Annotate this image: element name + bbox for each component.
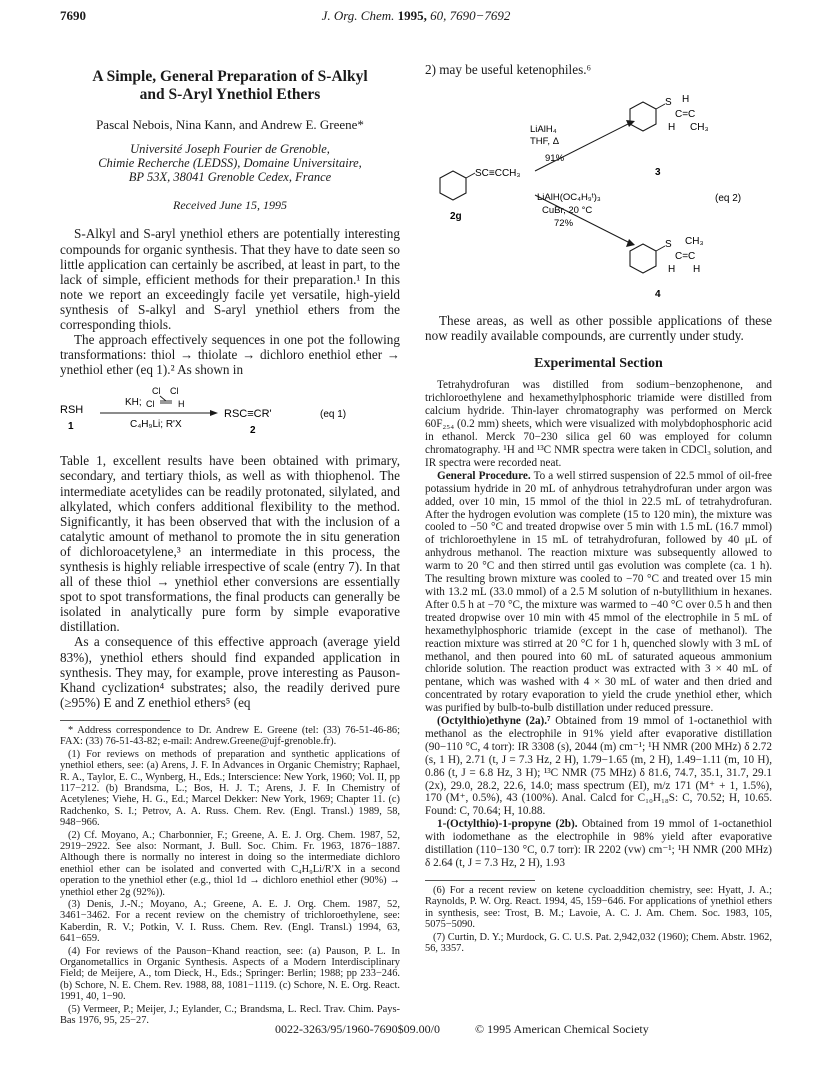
compound-2b-text: Obtained from 19 mmol of 1-octanethiol with iodomethane as the electrophile in 98% yield after evaporative distillation (110−130 °C, 0.7 torr): IR 2202 (vw) cm⁻¹; ¹H NMR (200 MHz) δ 2.64 (t, J = 7.3 Hz, 2 H), 1.93 (425, 818, 772, 870)
general-procedure (425, 470, 772, 715)
affiliation-line-2: Chimie Recherche (LEDSS), Domaine Universitaire, (98, 156, 362, 171)
footnote-6: (6) For a recent review on ketene cycloaddition chemistry, see: Hyatt, J. A.; Raynolds, P. W. Org. React. 1994, 45, 159−646. For applications of ynethiol ethers in synthesis, see: Trost, B. M.; Lavoie, A. C. J. Am. Chem. Soc. 1983, 105, 5075−5090. (425, 884, 772, 931)
article-code: 0022-3263/95/1960-7690$09.00/0 (275, 1022, 440, 1036)
closing-paragraph: These areas, as well as other possible applications of these now readily available compounds, are currently under study. (425, 313, 772, 344)
right-column (425, 62, 772, 955)
footnote-2: (2) Cf. Moyano, A.; Charbonnier, F.; Greene, A. E. J. Org. Chem. 1987, 52, 2919−2922. See also: Normant, J. Bull. Soc. Chim. Fr. 1963, 1876−1887. Although there is normally no interest in doing so the intermediate dichloro enethiol ether can be isolated and converted with C₄H₉Li/R'X in a second operation to the ynethiol ether (e.g., thiol 1d → dichloro enethiol ether (90%) → ynethiol ether 2g (92%)). (60, 829, 400, 898)
article-title (60, 68, 400, 104)
start-cyclohexane-ring (440, 171, 466, 200)
lower-alkene: C=C (675, 251, 696, 263)
lower-product-ring (630, 244, 656, 273)
lower-compound-number: 4 (655, 289, 661, 301)
footnotes-left (60, 725, 400, 1027)
experimental-heading: Experimental Section (534, 356, 663, 372)
lower-methyl: CH₃ (685, 236, 704, 248)
lower-hydrogen-right: H (693, 264, 701, 276)
affiliation (60, 142, 400, 184)
eq1-reactant-number: 1 (68, 421, 74, 433)
upper-product-ring (630, 102, 656, 131)
eq1-reagent-kh: KH; (125, 397, 142, 409)
upper-hydrogen-top: H (682, 94, 690, 106)
eq1-arrow-head (210, 410, 218, 416)
received-date: Received June 15, 1995 (173, 198, 287, 213)
lower-arrow-head (626, 239, 635, 247)
eq1-reagent-h: H (178, 399, 185, 410)
lower-sulfur-atom: S (665, 239, 672, 251)
lower-hydrogen-left: H (668, 264, 676, 276)
eq1-label: (eq 1) (320, 409, 347, 421)
compound-2a (425, 715, 772, 818)
footnote-3: (3) Denis, J.-N.; Moyano, A.; Greene, A. E. J. Org. Chem. 1987, 52, 3461−3462. For a recent review on the chemistry of trichloroethylene, see: Kaberdin, R. V.; Potkin, V. I. Russ. Chem. Rev. (Engl. Transl.) 1994, 63, 641−659. (60, 899, 400, 945)
general-procedure-heading: General Procedure. (437, 469, 531, 482)
title-line-1: A Simple, General Preparation of S-Alkyl (92, 68, 368, 85)
footnote-5: (5) Vermeer, P.; Meijer, J.; Eylander, C.; Brandsma, L. Recl. Trav. Chim. Pays-Bas 1976, 95, 25−27. (60, 1003, 400, 1027)
page-number: 7690 (60, 8, 86, 23)
equation-2 (425, 83, 772, 303)
compound-2b (425, 818, 772, 870)
intro-paragraph-1: S-Alkyl and S-aryl ynethiol ethers are potentially interesting compounds for organic synthesis. That they have to date seen so little application can certainly be ascribed, at least in part, to the lack of simple, efficient methods for their preparation.¹ In this note we report an exceedingly facile yet versatile, high-yield synthesis of S-alkyl and S-aryl ynethiol ethers from the corresponding thiols. (60, 226, 400, 332)
upper-ring-bond (656, 104, 665, 109)
upper-hydrogen-bottom: H (668, 122, 676, 134)
journal-pages: 7690−7692 (449, 8, 511, 23)
journal-year: 1995, (397, 8, 427, 23)
title-line-2: and S-Aryl Ynethiol Ethers (139, 86, 321, 103)
equation-1-drawing (60, 385, 400, 445)
affiliation-line-1: Université Joseph Fourier de Grenoble, (130, 142, 330, 157)
eq1-reagent-cl-2: Cl (170, 386, 179, 397)
ketenophile-sentence: 2) may be useful ketenophiles.⁶ (425, 62, 592, 77)
experimental-general: Tetrahydrofuran was distilled from sodium−benzophenone, and trichloroethylene and hexamethylphosphoric triamide were distilled from calcium hydride. Thin-layer chromatography was performed on Merck 60F₂₅₄ (0.2 mm) sheets, which were visualized with molybdophosphoric acid in ethanol. Merck 70−230 silica gel 60 was employed for column chromatography. ¹H and ¹³C NMR spectra were taken in CDCl₃ solution, and IR spectra were recorded neat. (425, 379, 772, 469)
lower-reagent-2: CuBr, 20 °C (542, 205, 593, 217)
compound-2b-heading: 1-(Octylthio)-1-propyne (2b). (437, 818, 578, 831)
eq1-reagent-cl-1: Cl (152, 386, 161, 397)
copyright: © 1995 American Chemical Society (475, 1022, 649, 1036)
footnote-7: (7) Curtin, D. Y.; Murdock, G. C. U.S. Pat. 2,942,032 (1960); Chem. Abstr. 1962, 56, 3357. (425, 931, 772, 954)
left-column (60, 62, 400, 1028)
running-head (60, 8, 772, 28)
footnote-correspondence: * Address correspondence to Dr. Andrew E. Greene (tel: (33) 76-51-46-86; FAX: (33) 76-51-43-82; e-mail: Andrew.Greene@ujf-grenoble.fr). (60, 724, 400, 748)
eq1-product-number: 2 (250, 425, 256, 437)
upper-sulfur-atom: S (665, 97, 672, 109)
footnote-rule-right (425, 880, 535, 881)
lower-ring-bond (656, 246, 665, 251)
start-substituent: SC≡CCH₃ (475, 168, 521, 180)
intro-paragraph-2: The approach effectively sequences in one pot the following transformations: thiol → thiolate → dichloro enethiol ether → ynethiol ether (eq 1).² As shown in (60, 332, 400, 378)
equation-2-drawing (425, 83, 772, 303)
start-ring-bond (466, 173, 475, 178)
upper-methyl: CH₃ (690, 122, 709, 134)
author-list: Pascal Nebois, Nina Kann, and Andrew E. Greene* (96, 117, 364, 132)
equation-1 (60, 385, 400, 445)
eq1-product: RSC≡CR' (224, 408, 272, 421)
lower-yield: 72% (554, 218, 574, 230)
footnotes-right (425, 885, 772, 954)
upper-yield: 91% (545, 153, 565, 165)
compound-2a-heading: (Octylthio)ethyne (2a).⁷ (437, 715, 551, 728)
lower-reagent-1: LiAlH(OC₄H₉ᵗ)₃ (537, 192, 601, 204)
results-paragraph: Table 1, excellent results have been obtained with primary, secondary, and tertiary thiols, as well as with thiophenol. The intermediate acetylides can be readily protonated, silylated, and alkylated, which confers additional flexibility to the method. Significantly, it has been observed that with the inclusion of a catalytic amount of methanol to promote the in situ generation of dichloroacetylene,³ an intermediate in this process, the synthesis is highly reliable irrespective of scale (entry 7). In that all of these thiol → ynethiol ether conversions are essentially spot to spot transformations, the final products can generally be isolated in analytically pure form by simple evaporative distillation. (60, 453, 400, 635)
eq1-reagent-cl-3: Cl (146, 399, 155, 410)
journal-citation (60, 8, 772, 24)
journal-volume: 60, (430, 8, 447, 23)
eq1-bond-1 (160, 396, 166, 401)
eq1-reactant: RSH (60, 404, 84, 417)
affiliation-line-3: BP 53X, 38041 Grenoble Cedex, France (128, 170, 332, 185)
footnote-rule (60, 720, 170, 721)
journal-name: J. Org. Chem. (321, 8, 395, 23)
eq1-reagent-butyllithium: C₄H₉Li; R'X (130, 419, 182, 431)
footnote-4: (4) For reviews of the Pauson−Khand reaction, see: (a) Pauson, P. L. In Organometallics in Organic Synthesis. Aspects of a Modern Interdisciplinary Field; de Meijere, A., tom Dieck, H., Eds.; Springer: Berlin; 1988; pp 233−246. (b) Schore, N. E. Chem. Rev. 1988, 88, 1081−1119. (c) Schore, N. E. Org. React. 1991, 40, 1−90. (60, 945, 400, 1003)
equation-2-label: (eq 2) (715, 193, 742, 205)
upper-reagent-1: LiAlH₄ (530, 124, 557, 136)
upper-compound-number: 3 (655, 167, 661, 179)
upper-reagent-2: THF, Δ (530, 136, 560, 148)
applications-paragraph: As a consequence of this effective approach (average yield 83%), ynethiol ethers should find expanded application in synthesis. They may, for example, prove interesting as Pauson-Khand cyclization⁴ substrates; also, the readily derived pure (≥95%) E and Z enethiol ethers⁵ (eq (60, 634, 400, 710)
start-compound-number: 2g (450, 211, 462, 223)
upper-alkene: C=C (675, 109, 696, 121)
compound-2a-text: Obtained from 19 mmol of 1-octanethiol with methanol as the electrophile in 91% yield after evaporative distillation (90−110 °C, 4 torr): IR 3308 (s), 2044 (m) cm⁻¹; ¹H NMR (200 MHz) δ 2.72 (s, 1 H), 2.71 (t, J = 7.3 Hz, 2 H), 1.79−1.65 (m, 2 H), 1.49−1.11 (m, 10 H), 0.86 (t, J = 6.8 Hz, 3 H); ¹³C NMR (75 MHz) δ 81.6, 74.7, 35.1, 31.7, 29.1 (2x), 29.0, 28.2, 22.6, 14.0; mass spectrum (EI), m/z 171 (M⁺ + 1, 1.5%), 170 (M⁺, 0.5%), 43 (100%). Anal. Calcd for C₁₀H₁₈S: C, 70.52; H, 10.65. Found: C, 70.64; H, 10.88. (425, 715, 773, 818)
general-procedure-text: To a well stirred suspension of 22.5 mmol of oil-free potassium hydride in 20 mL of anhydrous tetrahydrofuran under argon was added, over 10 min, 15 mmol of the thiol in 22.5 mL of tetrahydrofuran. After the hydrogen evolution was complete (15 to 120 min), the mixture was cooled to −50 °C and treated dropwise over 5 min with 1.5 mL (16.7 mmol) of trichloroethylene in 15 mL of tetrahydrofuran, followed by 40 μL of anhydrous methanol. The reaction mixture was subsequently allowed to warm to 20 °C and then stirred until gas evolution was complete (ca. 1 h). The resulting brown mixture was cooled to −70 °C and treated over 15 min with 13.2 mL (33.0 mmol) of a 2.5 M solution of n-butyllithium in hexanes. After 0.5 h at −70 °C, the mixture was warmed to −40 °C over 0.5 h and then treated dropwise over 10 min with 45 mmol of the electrophile in 5 mL of hexamethylphosphoric triamide (except in the case of methanol). The reaction mixture was stirred at 20 °C for 1 h, quenched slowly with 3 mL of methanol, and then poured into 60 mL of saturated aqueous ammonium chloride solution. The reaction product was extracted with 3 × 40 mL of pentane, which was washed with 4 × 30 mL of water and then dried and concentrated by rotary evaporation to yield the crude ynethiol ether, which was purified by bulb-to-bulb distillation under reduced pressure. (425, 469, 772, 715)
footnote-1: (1) For reviews on methods of preparation and synthetic applications of ynethiol ethers, see: (a) Arens, J. F. In Advances in Organic Chemistry; Raphael, R. A., Taylor, E. C., Wynberg, H., Eds.; Interscience: New York, 1960; Vol. II, pp 117−212. (b) Brandsma, L.; Bos, H. J. T.; Arens, J. F. In Chemistry of Acetylenes; Viehe, H. G., Ed.; Marcel Dekker: New York, 1969; Chapter 11. (c) Radchenko, S. I.; Petrov, A. A. Russ. Chem. Rev. (Engl. Transl.) 1989, 58, 948−966. (60, 748, 400, 829)
